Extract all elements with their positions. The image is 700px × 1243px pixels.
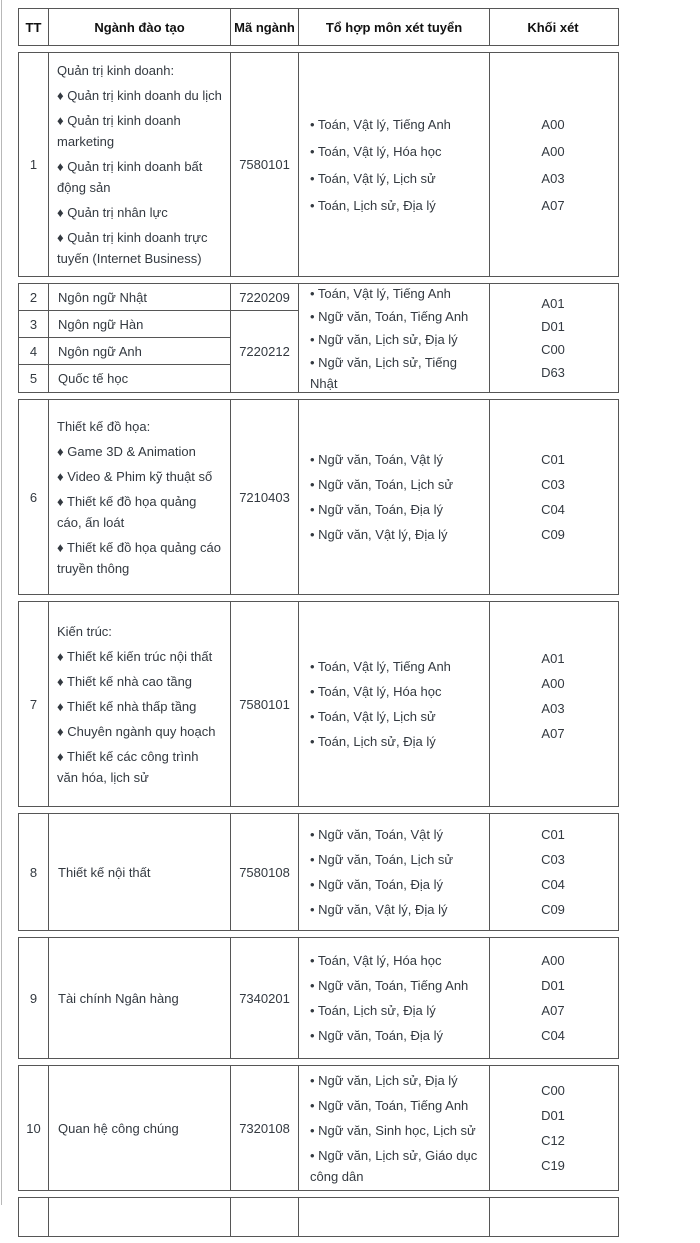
block-code: A07 (541, 197, 565, 213)
block-code: C19 (541, 1158, 565, 1173)
major-subitem: ♦ Game 3D & Animation (57, 443, 196, 459)
combo-item: • Toán, Vật lý, Lịch sử (310, 709, 436, 724)
blocks-cell (490, 938, 616, 1058)
major-subitem: ♦ Quản trị kinh doanh bất động sản (57, 159, 203, 195)
major-subitem: ♦ Quản trị kinh doanh marketing (57, 113, 181, 149)
block-code: A07 (541, 1003, 565, 1018)
major-cell: Ngôn ngữ Hàn (49, 311, 231, 338)
header-cell-combos: Tổ hợp môn xét tuyển (299, 9, 490, 45)
major-code-cell: 7580101 (231, 602, 299, 806)
combos-cell (299, 1198, 490, 1236)
major-code-cell: 7220209 (231, 284, 299, 311)
combo-item: • Ngữ văn, Toán, Lịch sử (310, 477, 454, 492)
combo-item: • Toán, Vật lý, Tiếng Anh (310, 659, 451, 674)
row-group-7 (18, 601, 619, 807)
block-code: D63 (541, 365, 565, 380)
row-group-10 (18, 1065, 619, 1191)
block-code: A03 (541, 170, 565, 186)
block-code: C09 (541, 527, 565, 542)
page-left-border (1, 0, 2, 1205)
combo-item: • Ngữ văn, Lịch sử, Địa lý (310, 1072, 458, 1088)
major-code-cell (231, 1198, 299, 1236)
combo-item: • Toán, Lịch sử, Địa lý (310, 1003, 436, 1018)
major-cell: Quốc tế học (49, 365, 231, 392)
combo-item: • Ngữ văn, Toán, Tiếng Anh (310, 308, 469, 324)
block-code: D01 (541, 319, 565, 334)
blocks-cell (490, 284, 616, 392)
blocks-cell (490, 602, 616, 806)
block-code: A01 (541, 296, 565, 311)
combo-item: • Toán, Vật lý, Hóa học (310, 953, 442, 968)
combo-item: • Ngữ văn, Lịch sử, Tiếng Nhật (310, 354, 457, 391)
tt-cell: 6 (19, 400, 49, 594)
blocks-cell (490, 814, 616, 930)
major-subitem: ♦ Thiết kế đồ họa quảng cáo truyền thông (57, 539, 221, 576)
block-code: C03 (541, 477, 565, 492)
combo-item: • Ngữ văn, Toán, Địa lý (310, 502, 443, 517)
major-cell (49, 400, 231, 594)
major-subitem: ♦ Quản trị nhân lực (57, 205, 168, 220)
major-cell: Tài chính Ngân hàng (49, 938, 231, 1058)
combos-cell (299, 814, 490, 930)
major-cell (49, 1198, 231, 1236)
combo-item: • Toán, Vật lý, Tiếng Anh (310, 116, 451, 132)
major-title: Kiến trúc: (57, 623, 112, 639)
combos-cell (299, 284, 490, 392)
block-code: A07 (541, 726, 565, 741)
major-subitem: ♦ Quản trị kinh doanh trực tuyến (Internet Business) (57, 230, 208, 266)
merged-code-cell: 7220212 (231, 311, 299, 392)
major-cell (49, 602, 231, 806)
major-code-cell: 7320108 (231, 1066, 299, 1190)
block-code: C01 (541, 452, 565, 467)
combos-cell (299, 53, 490, 276)
header-cell-major: Ngành đào tạo (49, 9, 231, 45)
block-code: A00 (541, 676, 565, 691)
combo-item: • Toán, Lịch sử, Địa lý (310, 197, 436, 213)
combo-item: • Ngữ văn, Vật lý, Địa lý (310, 527, 448, 542)
row-group-9 (18, 937, 619, 1059)
major-subitem: ♦ Video & Phim kỹ thuật số (57, 468, 213, 484)
combo-item: • Ngữ văn, Toán, Tiếng Anh (310, 1097, 469, 1113)
combos-cell (299, 602, 490, 806)
major-subitem: ♦ Thiết kế nhà cao tầng (57, 673, 193, 689)
combos-cell (299, 1066, 490, 1190)
row-group-2-5 (18, 283, 619, 393)
combo-item: • Ngữ văn, Toán, Địa lý (310, 1028, 443, 1043)
major-title: Thiết kế đồ họa: (57, 418, 151, 434)
block-code: A03 (541, 701, 565, 716)
block-code: A01 (541, 651, 565, 666)
header-cell-block: Khối xét (527, 19, 579, 35)
tt-cell: 7 (19, 602, 49, 806)
major-code-cell: 7580108 (231, 814, 299, 930)
block-code: C04 (541, 502, 565, 517)
block-code: C04 (541, 877, 565, 892)
major-title: Quản trị kinh doanh: (57, 63, 175, 78)
tt-cell: 5 (19, 365, 49, 392)
block-code: A00 (541, 116, 565, 132)
major-subitem: ♦ Thiết kế kiến trúc nội thất (57, 648, 213, 664)
block-code: C00 (541, 342, 565, 357)
major-subitem: ♦ Chuyên ngành quy hoạch (57, 723, 216, 739)
combos-cell (299, 400, 490, 594)
major-code-cell: 7340201 (231, 938, 299, 1058)
major-subitem: ♦ Thiết kế nhà thấp tầng (57, 698, 197, 714)
row-group-next-partial (18, 1197, 619, 1237)
blocks-cell (490, 400, 616, 594)
major-cell (49, 53, 231, 276)
row-group-6 (18, 399, 619, 595)
combo-item: • Toán, Vật lý, Hóa học (310, 143, 442, 159)
header-cell-tt: TT (19, 9, 49, 45)
header-cell-code: Mã ngành (231, 9, 299, 45)
combo-item: • Ngữ văn, Toán, Vật lý (310, 827, 443, 842)
major-code-cell: 7580101 (231, 53, 299, 276)
blocks-cell (490, 1066, 616, 1190)
tt-cell: 2 (19, 284, 49, 311)
combo-item: • Ngữ văn, Toán, Tiếng Anh (310, 978, 469, 993)
blocks-cell (490, 53, 616, 276)
combo-item: • Toán, Vật lý, Tiếng Anh (310, 285, 451, 301)
combo-item: • Ngữ văn, Toán, Vật lý (310, 452, 443, 467)
major-subitem: ♦ Thiết kế đồ họa quảng cáo, ấn loát (57, 493, 197, 530)
row-group-8 (18, 813, 619, 931)
combo-item: • Toán, Lịch sử, Địa lý (310, 734, 436, 749)
table-header-row (18, 8, 619, 46)
major-cell: Quan hệ công chúng (49, 1066, 231, 1190)
tt-cell: 3 (19, 311, 49, 338)
block-code: D01 (541, 1108, 565, 1123)
major-cell: Thiết kế nội thất (49, 814, 231, 930)
combo-item: • Ngữ văn, Toán, Lịch sử (310, 852, 454, 867)
tt-cell: 4 (19, 338, 49, 365)
row-group-1 (18, 52, 619, 277)
tt-cell: 8 (19, 814, 49, 930)
major-subitem: ♦ Thiết kế các công trình văn hóa, lịch sử (57, 748, 199, 785)
major-subitem: ♦ Quản trị kinh doanh du lịch (57, 88, 222, 103)
tt-cell: 9 (19, 938, 49, 1058)
tt-cell (19, 1198, 49, 1236)
combo-item: • Ngữ văn, Sinh học, Lịch sử (310, 1122, 476, 1138)
tt-cell: 10 (19, 1066, 49, 1190)
block-code: A00 (541, 953, 565, 968)
block-code: C04 (541, 1028, 565, 1043)
block-code: C03 (541, 852, 565, 867)
block-code: C01 (541, 827, 565, 842)
block-code: C00 (541, 1083, 565, 1098)
blocks-cell (490, 1198, 616, 1236)
combo-item: • Ngữ văn, Lịch sử, Giáo dục công dân (310, 1147, 478, 1184)
tt-cell: 1 (19, 53, 49, 276)
block-code: C12 (541, 1133, 565, 1148)
combo-item: • Toán, Vật lý, Lịch sử (310, 170, 436, 186)
block-code: A00 (541, 143, 565, 159)
major-cell: Ngôn ngữ Anh (49, 338, 231, 365)
combo-item: • Ngữ văn, Lịch sử, Địa lý (310, 331, 458, 347)
combos-cell (299, 938, 490, 1058)
combo-item: • Ngữ văn, Toán, Địa lý (310, 877, 443, 892)
combo-item: • Toán, Vật lý, Hóa học (310, 684, 442, 699)
block-code: C09 (541, 902, 565, 917)
combo-item: • Ngữ văn, Vật lý, Địa lý (310, 902, 448, 917)
major-cell: Ngôn ngữ Nhật (49, 284, 231, 311)
block-code: D01 (541, 978, 565, 993)
major-code-cell: 7210403 (231, 400, 299, 594)
admissions-table (18, 8, 619, 1243)
